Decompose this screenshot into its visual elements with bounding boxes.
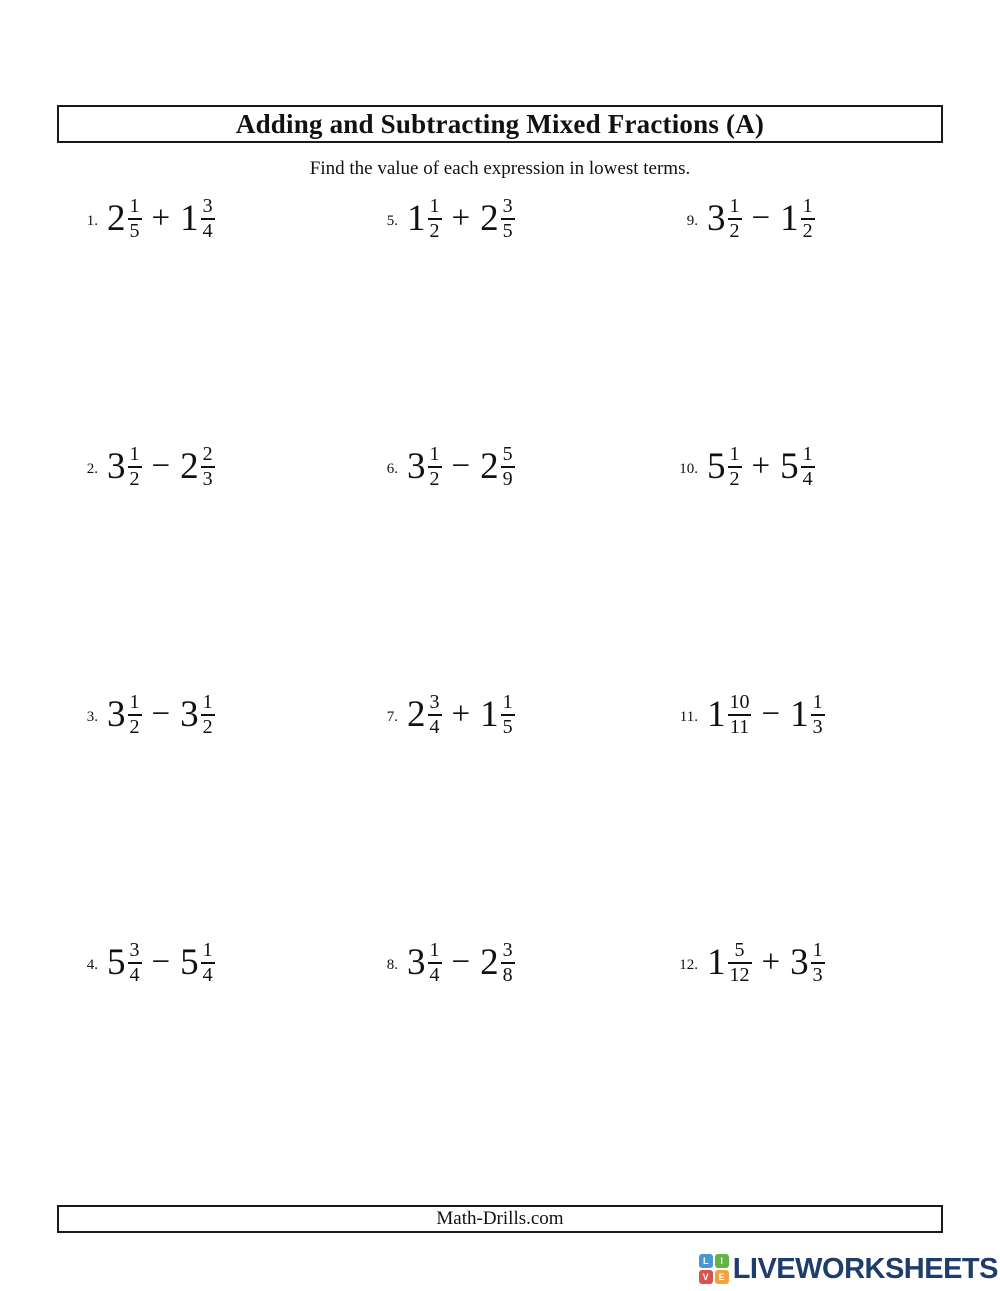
second-fraction-denominator: 4 <box>202 220 213 242</box>
second-fraction <box>801 444 815 490</box>
liveworksheets-logo[interactable] <box>699 1249 998 1289</box>
second-fraction-denominator: 5 <box>502 716 513 738</box>
second-fraction <box>501 196 515 242</box>
problem-number: 10. <box>679 460 698 477</box>
second-whole-number: 3 <box>790 941 809 983</box>
first-fraction <box>728 444 742 490</box>
problem-number: 3. <box>86 708 98 725</box>
first-fraction-denominator: 2 <box>429 468 440 490</box>
first-fraction-denominator: 11 <box>729 716 750 738</box>
instructions-text: Find the value of each expression in lowest terms. <box>309 158 691 179</box>
second-fraction-numerator: 1 <box>202 691 213 713</box>
first-fraction <box>428 444 442 490</box>
first-fraction <box>728 940 752 986</box>
second-fraction-denominator: 5 <box>502 220 513 242</box>
second-fraction-numerator: 1 <box>802 443 813 465</box>
problem-item <box>678 684 958 738</box>
problem-expression <box>707 938 825 986</box>
second-whole-number: 2 <box>480 941 499 983</box>
operator-sign: + <box>451 199 471 236</box>
first-fraction-denominator: 2 <box>129 716 140 738</box>
first-fraction-numerator: 1 <box>429 195 440 217</box>
second-fraction <box>811 940 825 986</box>
second-fraction <box>501 940 515 986</box>
page-title: Adding and Subtracting Mixed Fractions (A) <box>235 108 765 139</box>
footer-text: Math-Drills.com <box>436 1208 564 1229</box>
first-whole-number: 2 <box>407 693 426 735</box>
first-fraction-denominator: 4 <box>129 964 140 986</box>
problem-expression <box>407 690 515 738</box>
first-fraction-numerator: 1 <box>429 443 440 465</box>
first-fraction <box>128 692 142 738</box>
second-fraction-denominator: 2 <box>202 716 213 738</box>
first-whole-number: 1 <box>707 693 726 735</box>
problems-grid <box>78 188 958 1180</box>
operator-sign: + <box>151 199 171 236</box>
problem-expression <box>107 442 215 490</box>
first-fraction-denominator: 2 <box>729 220 740 242</box>
first-fraction-numerator: 3 <box>129 939 140 961</box>
second-whole-number: 1 <box>480 693 499 735</box>
second-fraction <box>201 692 215 738</box>
problem-item <box>678 188 958 242</box>
second-fraction-numerator: 1 <box>202 939 213 961</box>
first-fraction-numerator: 1 <box>729 443 740 465</box>
operator-sign: + <box>451 695 471 732</box>
first-fraction <box>128 940 142 986</box>
problem-number: 2. <box>86 460 98 477</box>
problem-item <box>378 436 678 490</box>
second-whole-number: 2 <box>480 197 499 239</box>
first-whole-number: 3 <box>107 445 126 487</box>
second-fraction-numerator: 2 <box>202 443 213 465</box>
first-whole-number: 2 <box>107 197 126 239</box>
second-fraction <box>501 692 515 738</box>
second-whole-number: 2 <box>180 445 199 487</box>
problem-item <box>378 932 678 986</box>
first-whole-number: 3 <box>407 445 426 487</box>
first-fraction-numerator: 1 <box>729 195 740 217</box>
second-whole-number: 3 <box>180 693 199 735</box>
first-fraction-numerator: 1 <box>429 939 440 961</box>
operator-sign: − <box>151 447 171 484</box>
first-fraction-denominator: 2 <box>429 220 440 242</box>
problem-item <box>678 932 958 986</box>
problem-expression <box>707 442 815 490</box>
second-fraction-numerator: 1 <box>802 195 813 217</box>
problem-item <box>378 684 678 738</box>
operator-sign: − <box>751 199 771 236</box>
operator-sign: + <box>751 447 771 484</box>
problem-number: 11. <box>679 708 698 725</box>
problem-expression <box>707 690 825 738</box>
first-whole-number: 1 <box>407 197 426 239</box>
problem-item <box>78 684 378 738</box>
second-whole-number: 1 <box>180 197 199 239</box>
footer-box <box>57 1205 943 1233</box>
logo-tile-i: I <box>715 1254 729 1268</box>
liveworksheets-logo-text: LIVEWORKSHEETS <box>732 1252 998 1285</box>
first-fraction-numerator: 1 <box>129 443 140 465</box>
first-fraction-denominator: 4 <box>429 964 440 986</box>
problem-expression <box>107 194 215 242</box>
first-whole-number: 1 <box>707 941 726 983</box>
problem-number: 12. <box>679 956 698 973</box>
second-fraction-denominator: 2 <box>802 220 813 242</box>
first-fraction-denominator: 12 <box>729 964 750 986</box>
first-whole-number: 3 <box>407 941 426 983</box>
second-fraction <box>811 692 825 738</box>
first-fraction <box>128 444 142 490</box>
first-fraction <box>728 196 742 242</box>
second-whole-number: 1 <box>790 693 809 735</box>
first-fraction-denominator: 2 <box>129 468 140 490</box>
second-fraction <box>801 196 815 242</box>
problem-expression <box>707 194 815 242</box>
second-fraction-numerator: 1 <box>812 939 823 961</box>
second-whole-number: 2 <box>480 445 499 487</box>
logo-tile-l: L <box>699 1254 713 1268</box>
first-fraction <box>428 940 442 986</box>
first-fraction <box>728 692 752 738</box>
second-fraction-denominator: 3 <box>812 964 823 986</box>
first-whole-number: 5 <box>107 941 126 983</box>
operator-sign: − <box>761 695 781 732</box>
first-fraction-denominator: 2 <box>729 468 740 490</box>
second-fraction-denominator: 3 <box>812 716 823 738</box>
problem-expression <box>407 442 515 490</box>
second-whole-number: 1 <box>780 197 799 239</box>
second-fraction-denominator: 4 <box>202 964 213 986</box>
first-fraction <box>128 196 142 242</box>
second-fraction-denominator: 3 <box>202 468 213 490</box>
operator-sign: + <box>761 943 781 980</box>
problem-expression <box>107 690 215 738</box>
first-fraction-numerator: 10 <box>729 691 750 713</box>
second-fraction <box>201 196 215 242</box>
problem-number: 1. <box>86 212 98 229</box>
second-fraction <box>201 940 215 986</box>
first-fraction-numerator: 5 <box>734 939 745 961</box>
first-fraction-numerator: 3 <box>429 691 440 713</box>
worksheet-title-box <box>57 105 943 143</box>
liveworksheets-grid-icon <box>699 1254 729 1284</box>
second-fraction <box>201 444 215 490</box>
logo-tile-v: V <box>699 1270 713 1284</box>
problem-expression <box>407 938 515 986</box>
problem-item <box>678 436 958 490</box>
first-whole-number: 3 <box>707 197 726 239</box>
operator-sign: − <box>451 943 471 980</box>
second-whole-number: 5 <box>180 941 199 983</box>
logo-tile-e: E <box>715 1270 729 1284</box>
second-fraction-numerator: 5 <box>502 443 513 465</box>
problem-expression <box>407 194 515 242</box>
first-whole-number: 5 <box>707 445 726 487</box>
first-fraction-numerator: 1 <box>129 195 140 217</box>
second-fraction-numerator: 3 <box>202 195 213 217</box>
problem-number: 8. <box>386 956 398 973</box>
problem-number: 4. <box>86 956 98 973</box>
second-fraction-numerator: 3 <box>502 939 513 961</box>
problem-number: 5. <box>386 212 398 229</box>
first-fraction-denominator: 4 <box>429 716 440 738</box>
second-whole-number: 5 <box>780 445 799 487</box>
problem-number: 6. <box>386 460 398 477</box>
operator-sign: − <box>151 695 171 732</box>
second-fraction-numerator: 1 <box>812 691 823 713</box>
second-fraction-denominator: 8 <box>502 964 513 986</box>
second-fraction-numerator: 1 <box>502 691 513 713</box>
operator-sign: − <box>451 447 471 484</box>
first-fraction-denominator: 5 <box>129 220 140 242</box>
problem-item <box>378 188 678 242</box>
operator-sign: − <box>151 943 171 980</box>
second-fraction-denominator: 4 <box>802 468 813 490</box>
first-whole-number: 3 <box>107 693 126 735</box>
first-fraction <box>428 692 442 738</box>
problem-number: 7. <box>386 708 398 725</box>
problem-number: 9. <box>686 212 698 229</box>
problem-item <box>78 932 378 986</box>
problem-item <box>78 188 378 242</box>
first-fraction <box>428 196 442 242</box>
first-fraction-numerator: 1 <box>129 691 140 713</box>
second-fraction-denominator: 9 <box>502 468 513 490</box>
problem-expression <box>107 938 215 986</box>
problem-item <box>78 436 378 490</box>
second-fraction-numerator: 3 <box>502 195 513 217</box>
second-fraction <box>501 444 515 490</box>
